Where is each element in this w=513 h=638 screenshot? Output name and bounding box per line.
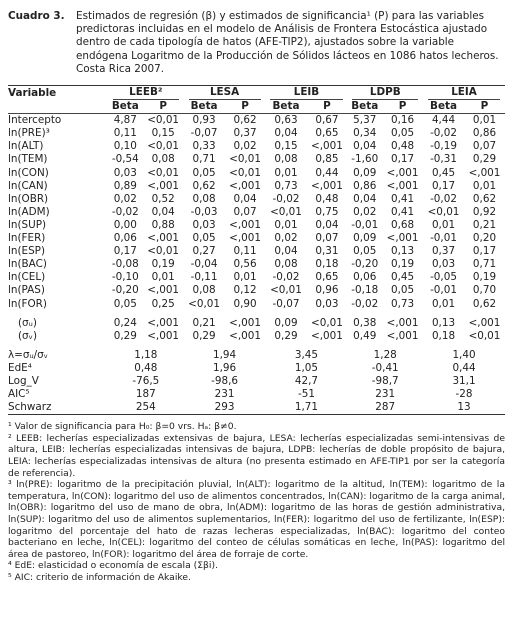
table-cell: 0,04 xyxy=(353,192,377,205)
table-cell: <0,01 xyxy=(229,153,261,166)
table-cell: 0,10 xyxy=(113,140,137,153)
table-cell: -0,31 xyxy=(430,153,457,166)
table-cell: 0,11 xyxy=(113,127,137,140)
table-row xyxy=(8,219,505,232)
group-header: LEIA xyxy=(423,86,505,101)
row-label: ln(ALT) xyxy=(8,140,44,153)
table-cell: 42,7 xyxy=(294,374,319,387)
table-cell: 0,02 xyxy=(233,140,257,153)
table-cell: 0,04 xyxy=(274,127,298,140)
table-cell: 0,04 xyxy=(233,192,257,205)
table-row xyxy=(8,153,505,166)
table-cell: 0,85 xyxy=(315,153,339,166)
footnote: ⁵ AIC: criterio de información de Akaike. xyxy=(8,571,191,583)
table-cell: 0,02 xyxy=(353,205,377,218)
table-cell: -0,02 xyxy=(272,192,300,205)
table-cell: <0,01 xyxy=(427,205,460,218)
row-label: ln(TEM) xyxy=(8,153,48,166)
table-cell: <,001 xyxy=(311,179,343,192)
row-label: ln(FER) xyxy=(8,232,46,245)
table-cell: 0,67 xyxy=(315,114,339,127)
table-cell: 0,19 xyxy=(390,258,415,271)
row-label: ln(SUP) xyxy=(8,218,47,231)
table-cell: -0,01 xyxy=(430,284,457,297)
table-cell: 0,17 xyxy=(390,153,415,166)
table-cell: 0,96 xyxy=(315,284,339,297)
table-cell: 0,63 xyxy=(274,114,298,127)
table-cell: <0,01 xyxy=(270,284,302,297)
table-cell: <,001 xyxy=(468,316,501,329)
table-cell: 0,24 xyxy=(113,316,137,329)
table-cell: 0,71 xyxy=(192,153,216,166)
table-cell: 0,33 xyxy=(192,140,216,153)
table-cell: 0,19 xyxy=(472,271,497,284)
group-header: LEIB xyxy=(266,86,348,101)
table-cell: 0,68 xyxy=(390,218,415,231)
table-cell: 0,29 xyxy=(192,329,216,342)
beta-header: Beta xyxy=(184,100,225,114)
row-label: (σᵤ) xyxy=(18,316,37,329)
table-cell: <,001 xyxy=(147,329,180,342)
table-cell: 0,29 xyxy=(472,153,497,166)
table-cell: 0,01 xyxy=(274,218,298,231)
table-cell: -0,03 xyxy=(190,205,218,218)
footnote: ³ ln(PRE): logaritmo de la precipitación pluvial, ln(ALT): logaritmo de la altitud, ln(TEM): logaritmo de la temperatura, ln(CON): logaritmo del uso de alimentos concentrados, ln(CAN): logaritmo de la carga animal, ln(OBR): logaritmo del uso de mano de obra, ln(ADM): logaritmo de las horas de gestión administrativa, ln(SUP): logaritmo del uso de alimentos suplementarios, ln(FER): logaritmo del uso de fertilizante, ln(ESP): logaritmo del porcentaje del hato de razas lecheras especializadas, ln(BAC): logaritmo del conteo bacteriano en leche, ln(CEL): logaritmo del conteo de células somáticas en leche, ln(PAS): logaritmo del área de pastoreo, ln(FOR): logaritmo del área de forraje de corte. xyxy=(8,479,505,560)
table-cell: <0,01 xyxy=(147,114,180,127)
table-cell: 0,07 xyxy=(315,232,339,245)
footnotes xyxy=(8,421,505,583)
table-row xyxy=(8,206,505,219)
table-cell: <,001 xyxy=(147,284,180,297)
beta-header: Beta xyxy=(423,100,464,114)
table-cell: 0,92 xyxy=(472,205,497,218)
table-cell: 3,45 xyxy=(294,348,319,361)
table-cell: 0,08 xyxy=(192,284,216,297)
table-cell: 0,71 xyxy=(472,258,497,271)
table-cell: 0,01 xyxy=(472,114,497,127)
summary-row xyxy=(8,362,505,375)
table-cell: -0,10 xyxy=(111,271,139,284)
table-cell: 0,05 xyxy=(192,166,216,179)
table-row xyxy=(8,167,505,180)
table-cell: 0,48 xyxy=(390,140,415,153)
table-cell: <0,01 xyxy=(147,140,180,153)
table-cell: -0,20 xyxy=(111,284,139,297)
table-cell: -51 xyxy=(297,388,315,401)
table-cell: 0,11 xyxy=(233,245,257,258)
table-cell: 0,18 xyxy=(431,329,456,342)
table-cell: 0,01 xyxy=(274,166,298,179)
subheader-row xyxy=(8,100,505,114)
table-cell: 0,06 xyxy=(113,232,137,245)
table-cell: 0,01 xyxy=(233,271,257,284)
table-cell: 0,21 xyxy=(472,218,497,231)
table-cell: 0,05 xyxy=(353,245,377,258)
table-cell: 0,31 xyxy=(315,245,339,258)
table-cell: <,001 xyxy=(386,329,419,342)
table-cell: 0,06 xyxy=(353,271,377,284)
table-cell: -0,01 xyxy=(430,232,457,245)
table-cell: 0,05 xyxy=(390,127,415,140)
table-cell: 0,41 xyxy=(390,192,415,205)
table-cell: 0,16 xyxy=(390,114,415,127)
table-cell: 287 xyxy=(347,401,423,415)
table-cell: 0,88 xyxy=(151,218,175,231)
table-cell: 0,56 xyxy=(233,258,257,271)
table-cell: 0,04 xyxy=(315,218,339,231)
table-cell: -0,41 xyxy=(371,361,399,374)
row-label: Schwarz xyxy=(8,401,108,415)
table-cell: 0,01 xyxy=(431,297,456,310)
table-row xyxy=(8,140,505,153)
table-cell: 0,03 xyxy=(113,166,137,179)
caption-label: Cuadro 3. xyxy=(8,10,65,22)
table-cell: 0,48 xyxy=(315,192,339,205)
table-cell: 0,86 xyxy=(472,127,497,140)
table-cell: 0,08 xyxy=(274,153,298,166)
table-cell: <0,01 xyxy=(311,316,343,329)
table-cell: 0,73 xyxy=(274,179,298,192)
table-cell: 0,09 xyxy=(353,166,377,179)
table-cell: <0,01 xyxy=(147,245,180,258)
table-cell: <0,01 xyxy=(229,166,261,179)
table-cell: 0,04 xyxy=(353,140,377,153)
group-header: LEEB² xyxy=(108,86,184,101)
table-cell: 0,05 xyxy=(390,284,415,297)
table-cell: <,001 xyxy=(468,166,501,179)
table-cell: 0,02 xyxy=(113,192,137,205)
table-cell: <,001 xyxy=(229,329,261,342)
row-label: λ=σᵤ/σᵥ xyxy=(8,348,49,361)
table-cell: -1,60 xyxy=(351,153,379,166)
table-cell: <,001 xyxy=(311,140,343,153)
table-cell: 0,15 xyxy=(151,127,175,140)
table-cell: 0,07 xyxy=(233,205,257,218)
table-cell: -0,07 xyxy=(272,297,300,310)
beta-header: Beta xyxy=(266,100,307,114)
table-cell: <0,01 xyxy=(147,166,180,179)
table-row xyxy=(8,258,505,271)
table-cell: 0,34 xyxy=(353,127,377,140)
table-cell: <,001 xyxy=(386,166,419,179)
table-caption xyxy=(8,10,505,76)
table-cell: 231 xyxy=(375,388,396,401)
table-cell: 0,38 xyxy=(353,316,377,329)
table-cell: 0,48 xyxy=(134,361,158,374)
table-row xyxy=(8,114,505,128)
table-cell: -98,6 xyxy=(211,374,238,387)
table-cell: 0,04 xyxy=(274,245,298,258)
table-cell: 0,05 xyxy=(113,297,137,310)
table-cell: 0,17 xyxy=(113,245,137,258)
table-cell: 0,17 xyxy=(472,245,497,258)
table-cell: 254 xyxy=(108,401,184,415)
row-label: ln(FOR) xyxy=(8,297,47,310)
table-cell: -0,02 xyxy=(430,192,457,205)
table-cell: -0,19 xyxy=(430,140,457,153)
table-cell: 0,70 xyxy=(472,284,497,297)
group-header: LESA xyxy=(184,86,266,101)
table-cell: 293 xyxy=(184,401,266,415)
table-cell: 0,49 xyxy=(353,329,377,342)
table-cell: -0,54 xyxy=(111,153,139,166)
beta-header: Beta xyxy=(347,100,382,114)
document-page xyxy=(8,0,505,584)
row-label: ln(OBR) xyxy=(8,192,49,205)
table-cell: 0,05 xyxy=(192,232,216,245)
table-cell: 0,29 xyxy=(274,329,298,342)
table-cell: 1,28 xyxy=(373,348,397,361)
table-cell: -98,7 xyxy=(371,374,399,387)
table-cell: 0,19 xyxy=(151,258,175,271)
table-cell: <,001 xyxy=(147,232,180,245)
variable-header: Variable xyxy=(8,86,108,101)
table-body xyxy=(8,114,505,415)
row-label: ln(CEL) xyxy=(8,271,46,284)
table-cell: 0,01 xyxy=(151,271,175,284)
table-cell: 231 xyxy=(214,388,235,401)
row-label: ln(CAN) xyxy=(8,179,48,192)
table-cell: 0,03 xyxy=(431,258,456,271)
row-label: (σᵥ) xyxy=(18,329,38,342)
table-row xyxy=(8,180,505,193)
table-cell: 0,45 xyxy=(431,166,456,179)
summary-row xyxy=(8,388,505,401)
table-cell: 0,03 xyxy=(192,218,216,231)
table-cell: 0,86 xyxy=(353,179,377,192)
row-label: Log_V xyxy=(8,374,39,387)
table-cell: -0,20 xyxy=(351,258,379,271)
table-cell: <0,01 xyxy=(468,329,501,342)
table-cell: 0,00 xyxy=(113,218,137,231)
table-cell: <,001 xyxy=(386,232,419,245)
table-cell: 0,13 xyxy=(431,316,456,329)
table-cell: 0,20 xyxy=(472,232,497,245)
table-cell: 0,90 xyxy=(233,297,257,310)
table-cell: 0,89 xyxy=(113,179,137,192)
table-cell: 1,94 xyxy=(212,348,237,361)
footnote: ¹ Valor de significancia para H₀: β=0 vrs. Hₐ: β≠0. xyxy=(8,421,237,433)
table-cell: -0,05 xyxy=(430,271,457,284)
summary-row xyxy=(8,375,505,388)
table-cell: 0,62 xyxy=(192,179,216,192)
p-header: P xyxy=(382,100,423,114)
table-cell: 0,09 xyxy=(353,232,377,245)
table-cell: 0,08 xyxy=(192,192,216,205)
table-cell: 0,73 xyxy=(390,297,415,310)
summary-row xyxy=(8,349,505,362)
row-label: Intercepto xyxy=(8,114,62,127)
table-cell: 0,07 xyxy=(472,140,497,153)
table-cell: 0,08 xyxy=(274,258,298,271)
table-cell: 1,96 xyxy=(212,361,237,374)
table-cell: <,001 xyxy=(229,316,261,329)
table-cell: 0,62 xyxy=(472,192,497,205)
table-cell: <,001 xyxy=(147,316,180,329)
table-cell: 0,08 xyxy=(151,153,175,166)
table-cell: <,001 xyxy=(386,179,419,192)
table-cell: -0,01 xyxy=(351,218,379,231)
table-cell: 0,65 xyxy=(315,271,339,284)
table-cell: 0,09 xyxy=(274,316,298,329)
table-cell: 0,52 xyxy=(151,192,175,205)
table-cell: 0,62 xyxy=(472,297,497,310)
table-cell: 0,41 xyxy=(390,205,415,218)
table-cell: 0,02 xyxy=(274,232,298,245)
row-label: ln(PAS) xyxy=(8,284,45,297)
beta-header: Beta xyxy=(108,100,143,114)
table-row xyxy=(8,271,505,284)
sigma-row xyxy=(8,317,505,330)
table-cell: 0,37 xyxy=(233,127,257,140)
table-cell: 13 xyxy=(423,401,505,415)
regression-table xyxy=(8,85,505,415)
table-cell: 0,17 xyxy=(431,179,456,192)
table-row xyxy=(8,298,505,311)
row-label: EdE⁴ xyxy=(8,361,32,374)
table-cell: 0,18 xyxy=(315,258,339,271)
table-cell: <0,01 xyxy=(188,297,220,310)
table-cell: 187 xyxy=(135,388,156,401)
summary-row xyxy=(8,401,505,415)
table-cell: <,001 xyxy=(386,316,419,329)
table-cell: <,001 xyxy=(229,218,261,231)
table-cell: -0,02 xyxy=(111,205,139,218)
table-cell: 0,13 xyxy=(390,245,415,258)
footnote: ² LEEB: lecherías especializadas extensivas de bajura, LESA: lecherías especializadas semi-intensivas de altura, LEIB: lecherías especializadas intensivas de bajura, LDPB: lecherías de doble propósito de bajura, LEIA: lecherías especializadas intensivas de altura (no presenta estimado en AFE-TIP1 por ser la categoría de referencia). xyxy=(8,432,505,479)
table-row xyxy=(8,232,505,245)
table-cell: 31,1 xyxy=(452,374,476,387)
row-label: ln(CON) xyxy=(8,166,49,179)
table-cell: -28 xyxy=(455,388,473,401)
table-cell: 5,37 xyxy=(353,114,377,127)
table-cell: 4,44 xyxy=(431,114,456,127)
table-cell: <,001 xyxy=(229,232,261,245)
table-cell: 0,15 xyxy=(274,140,298,153)
table-cell: -0,07 xyxy=(190,127,218,140)
table-row xyxy=(8,127,505,140)
p-header: P xyxy=(143,100,184,114)
footnote: ⁴ EdE: elasticidad o economía de escala (Σβi). xyxy=(8,560,218,572)
table-cell: 0,65 xyxy=(315,127,339,140)
table-cell: 0,93 xyxy=(192,114,216,127)
table-cell: 0,01 xyxy=(472,179,497,192)
table-cell: 0,45 xyxy=(390,271,415,284)
table-cell: 4,87 xyxy=(113,114,137,127)
table-cell: <,001 xyxy=(147,179,180,192)
table-cell: 0,37 xyxy=(431,245,456,258)
table-cell: <0,01 xyxy=(270,205,302,218)
table-cell: -0,02 xyxy=(351,297,379,310)
p-header: P xyxy=(306,100,347,114)
table-cell: 0,01 xyxy=(431,218,456,231)
table-cell: <,001 xyxy=(311,329,343,342)
table-cell: -0,18 xyxy=(351,284,379,297)
table-cell: 1,40 xyxy=(452,348,476,361)
table-cell: 0,03 xyxy=(315,297,339,310)
sigma-row xyxy=(8,330,505,343)
caption-text: Estimados de regresión (β) y estimados de significancia¹ (P) para las variables predictoras incluidas en el modelo de Análisis de Frontera Estocástica ajustado dentro de cada tipología de hatos (AFE-TIP2), ajustados sobre la variable endógena Logaritmo de la Producción de Sólidos lácteos en 1086 hatos lecheros. Costa Rica 2007. xyxy=(76,10,499,75)
table-cell: 0,29 xyxy=(113,329,137,342)
p-header: P xyxy=(464,100,505,114)
p-header: P xyxy=(225,100,266,114)
table-cell: 0,12 xyxy=(233,284,257,297)
table-cell: <,001 xyxy=(229,179,261,192)
table-cell: 1,18 xyxy=(134,348,158,361)
table-row xyxy=(8,193,505,206)
table-cell: -0,11 xyxy=(190,271,218,284)
row-label: AIC⁵ xyxy=(8,388,30,401)
table-cell: -76,5 xyxy=(132,374,160,387)
row-label: ln(ADM) xyxy=(8,205,50,218)
table-cell: -0,02 xyxy=(430,127,457,140)
table-cell: 0,44 xyxy=(315,166,339,179)
group-header: LDPB xyxy=(347,86,423,101)
table-row xyxy=(8,284,505,297)
table-cell: 1,71 xyxy=(266,401,348,415)
table-cell: 0,44 xyxy=(452,361,476,374)
table-cell: 0,25 xyxy=(151,297,175,310)
table-cell: 0,04 xyxy=(151,205,175,218)
table-cell: -0,08 xyxy=(111,258,139,271)
group-header-row xyxy=(8,86,505,101)
row-label: ln(ESP) xyxy=(8,245,46,258)
table-cell: 0,27 xyxy=(192,245,216,258)
row-label: ln(PRE)³ xyxy=(8,127,50,140)
row-label: ln(BAC) xyxy=(8,258,47,271)
table-cell: 0,62 xyxy=(233,114,257,127)
table-cell: -0,02 xyxy=(272,271,300,284)
table-row xyxy=(8,245,505,258)
table-cell: 1,05 xyxy=(294,361,319,374)
table-cell: -0,04 xyxy=(190,258,218,271)
table-cell: 0,75 xyxy=(315,205,339,218)
table-cell: 0,21 xyxy=(192,316,216,329)
